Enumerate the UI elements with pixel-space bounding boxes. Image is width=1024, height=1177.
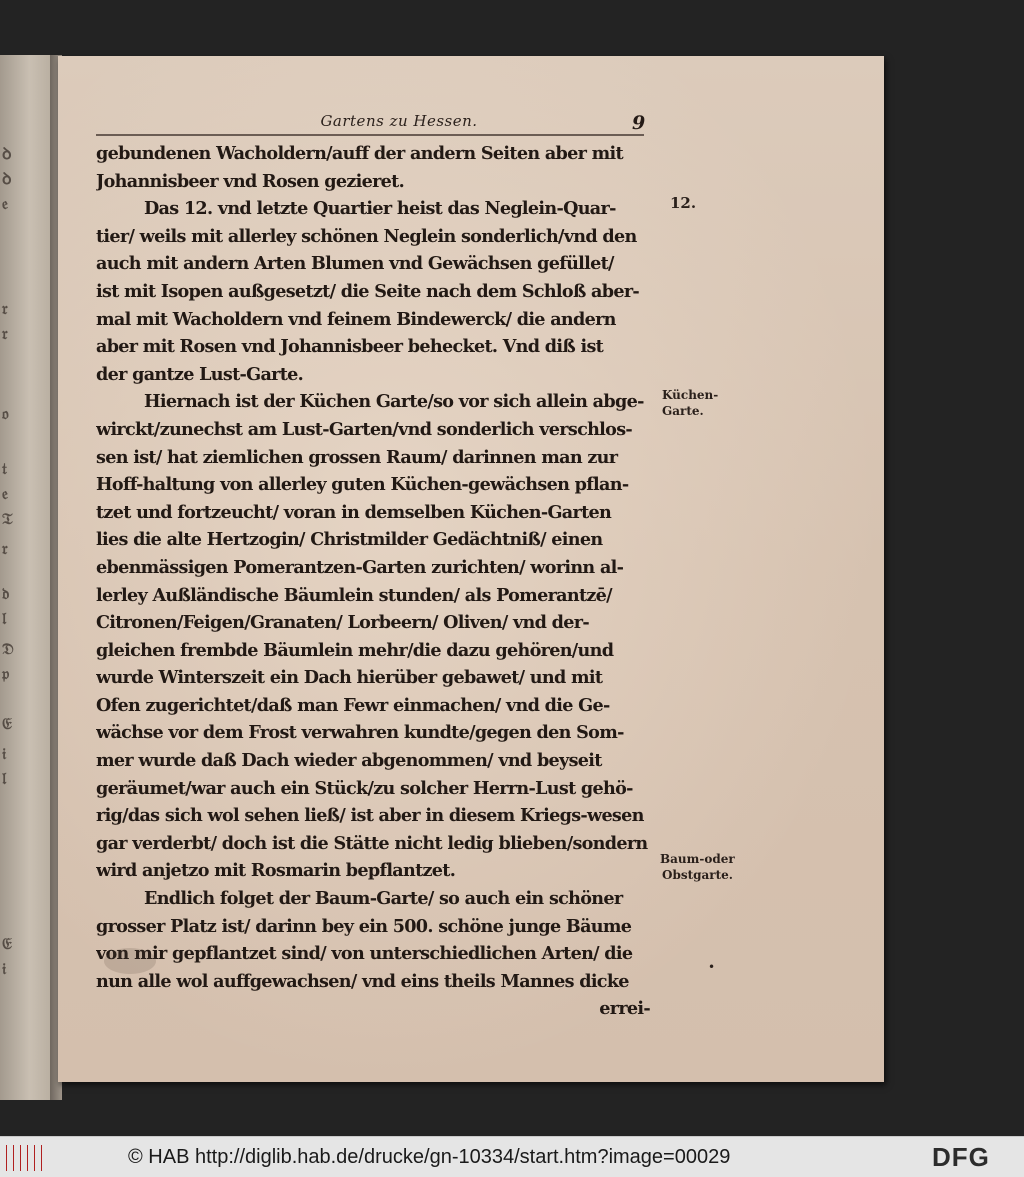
text-line: mal mit Wacholdern vnd feinem Bindewerck/ die andern [96, 308, 616, 330]
text-line: grosser Platz ist/ darinn bey ein 500. schöne junge Bäume [96, 915, 632, 937]
text-line: der gantze Lust-Garte. [96, 363, 304, 385]
margin-note-kuechen: Garte. [662, 404, 704, 418]
dfg-logo: DFG [932, 1142, 990, 1172]
text-line: ist mit Isopen außgesetzt/ die Seite nach dem Schloß aber- [96, 280, 640, 302]
adjacent-glyph: 𝔦 [2, 959, 7, 978]
text-line: rig/das sich wol sehen ließ/ ist aber in diesem Kriegs-wesen [96, 805, 644, 827]
adjacent-glyph: 𝔯 [2, 324, 8, 343]
barcode-icon [6, 1145, 42, 1171]
text-line: Hiernach ist der Küchen Garte/so vor sich allein abge- [144, 391, 644, 413]
adjacent-glyph: 𝔈 [2, 934, 12, 953]
adjacent-glyph: 𝔇 [2, 639, 14, 658]
adjacent-glyph: 𝔬 [2, 404, 9, 423]
ink-mark: • [708, 960, 716, 974]
text-line: lerley Außländische Bäumlein stunden/ als Pomerantzē/ [96, 584, 612, 606]
text-line: von mir gepflantzet sind/ von unterschiedlichen Arten/ die [96, 943, 633, 965]
text-line: Citronen/Feigen/Granaten/ Lorbeern/ Oliven/ vnd der- [96, 612, 589, 634]
adjacent-glyph: 𝔦 [2, 744, 7, 763]
margin-note-kuechen: Küchen- [662, 388, 719, 402]
text-line: wirckt/zunechst am Lust-Garten/vnd sonderlich verschlos- [96, 418, 633, 440]
adjacent-glyph: 𝔩 [2, 769, 7, 788]
adjacent-glyph: 𝔗 [2, 509, 13, 528]
adjacent-glyph: 𝔈 [2, 714, 12, 733]
adjacent-glyph: ꝺ [2, 144, 12, 163]
copyright-link[interactable]: © HAB http://diglib.hab.de/drucke/gn-10334/start.htm?image=00029 [128, 1146, 731, 1168]
text-line: sen ist/ hat ziemlichen grossen Raum/ darinnen man zur [96, 446, 618, 468]
adjacent-glyph: 𝔭 [2, 664, 10, 683]
text-line: Ofen zugerichtet/daß man Fewr einmachen/ vnd die Ge- [96, 694, 610, 716]
text-line: gebundenen Wacholdern/auff der andern Seiten aber mit [96, 143, 623, 164]
margin-note-baum: Obstgarte. [662, 868, 733, 882]
margin-note-quarter-number: 12. [670, 194, 697, 212]
text-line: gar verderbt/ doch ist die Stätte nicht ledig blieben/sondern [96, 832, 648, 854]
text-line: auch mit andern Arten Blumen vnd Gewächsen gefüllet/ [96, 253, 614, 275]
text-line: geräumet/war auch ein Stück/zu solcher Herrn-Lust gehö- [96, 777, 633, 799]
ink-smudge [104, 948, 156, 974]
text-line: Das 12. vnd letzte Quartier heist das Neglein-Quar- [144, 198, 616, 220]
text-line: lies die alte Hertzogin/ Christmilder Gedächtniß/ einen [96, 529, 603, 551]
footer-bar [0, 1136, 1024, 1177]
adjacent-glyph: 𝔱 [2, 459, 7, 478]
text-line: tzet und fortzeucht/ voran in demselben Küchen-Garten [96, 501, 612, 523]
text-line: wird anjetzo mit Rosmarin bepflantzet. [96, 860, 456, 882]
adjacent-glyph: 𝔩 [2, 609, 7, 628]
text-line: mer wurde daß Dach wieder abgenommen/ vnd beyseit [96, 750, 602, 772]
adjacent-glyph: 𝔢 [2, 194, 9, 213]
margin-note-baum: Baum-oder [660, 852, 735, 866]
text-line: aber mit Rosen vnd Johannisbeer behecket. Vnd diß ist [96, 336, 604, 358]
text-line: wurde Winterszeit ein Dach hierüber gebawet/ und mit [96, 667, 603, 689]
page-number: 9 [632, 112, 646, 134]
text-line: ebenmässigen Pomerantzen-Garten zurichten/ worinn al- [96, 556, 624, 578]
text-line: gleichen frembde Bäumlein mehr/die dazu gehören/und [96, 639, 614, 661]
catchword: errei- [599, 998, 650, 1020]
adjacent-glyph: 𝔢 [2, 484, 9, 503]
text-line: tier/ weils mit allerley schönen Neglein sonderlich/vnd den [96, 225, 637, 247]
text-line: Johannisbeer vnd Rosen gezieret. [96, 170, 404, 192]
text-line: wächse vor dem Frost verwahren kundte/gegen den Som- [96, 722, 624, 744]
adjacent-glyph: 𝔡 [2, 584, 10, 603]
adjacent-glyph: 𝔯 [2, 299, 8, 318]
text-line: nun alle wol auffgewachsen/ vnd eins theils Mannes dicke [96, 970, 629, 992]
adjacent-glyph: 𝔯 [2, 539, 8, 558]
header-rule [96, 134, 644, 136]
text-line: Endlich folget der Baum-Garte/ so auch ein schöner [144, 888, 623, 910]
text-line: Hoff-haltung von allerley guten Küchen-gewächsen pflan- [96, 474, 629, 496]
adjacent-glyph: ꝺ [2, 169, 12, 188]
adjacent-page-strip [0, 55, 54, 1100]
running-head: Gartens zu Hessen. [320, 112, 478, 130]
body-text [96, 140, 656, 1023]
